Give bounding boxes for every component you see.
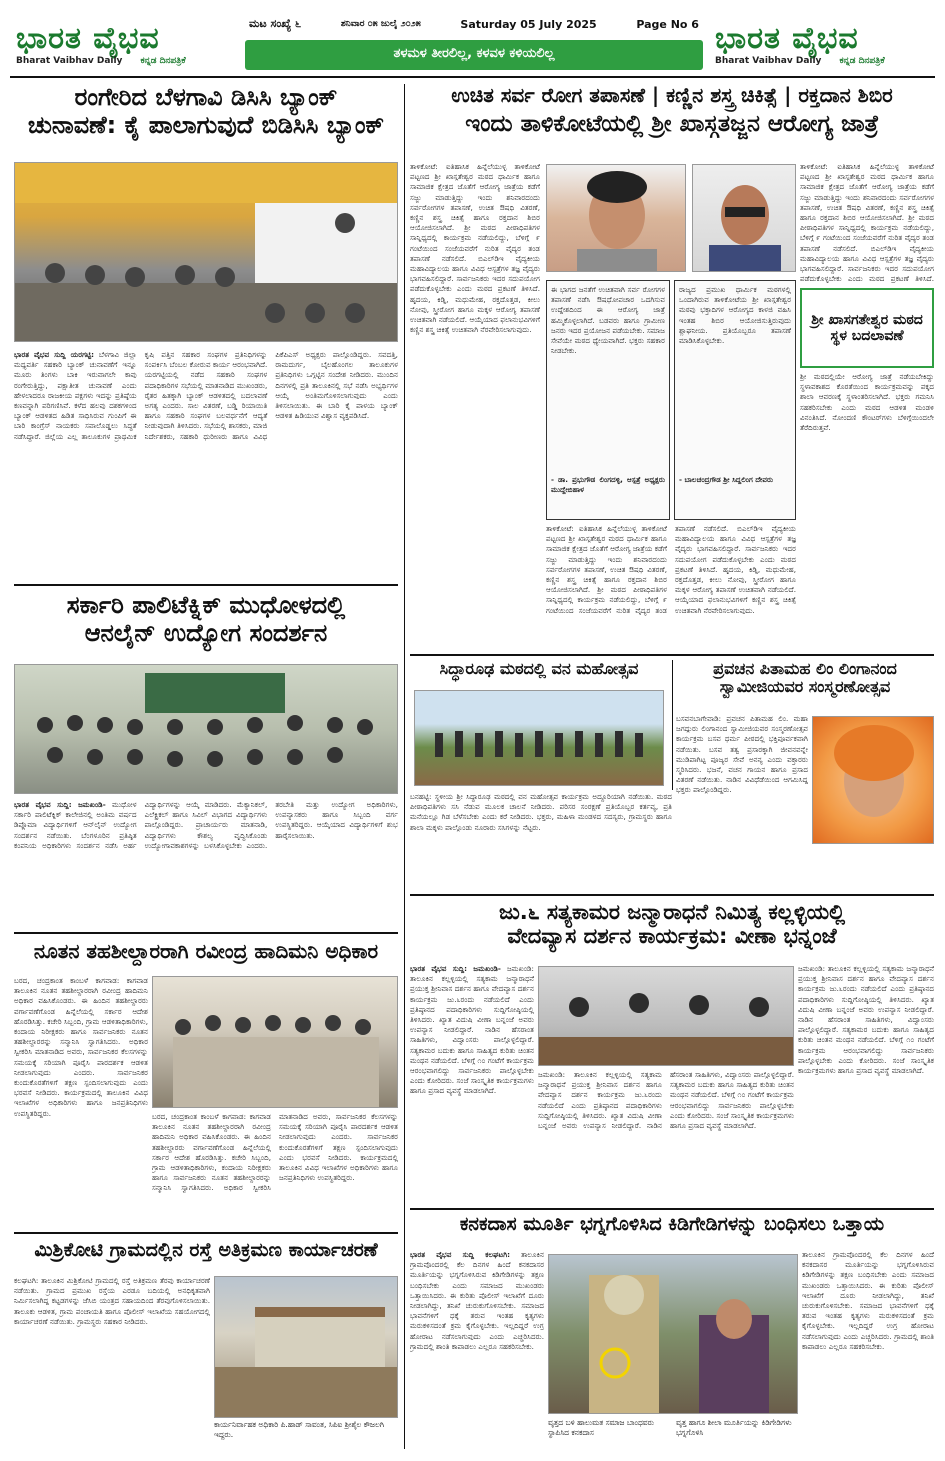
- bank-body: ಭಾರತ ವೈಭವ ಸುದ್ದಿ ಯರಗಟ್ಟಿ: ಬೆಳಗಾವಿ ಜಿಲ್ಲಾ ಮಧ್ಯವರ್ತಿ ಸಹಕಾರಿ ಬ್ಯಾಂಕ್ ಚುನಾವಣೆಗೆ ಇನ್ನೂ ಮೂರು ತಿಂಗಳು ಬಾಕಿ ಇರುವಾಗಲೇ ಕಾವು ರಂಗೇರುತ್ತಿದ್ದು, ಪಕ್ಷಾತೀತ ಚುನಾವಣೆ ಎಂದು ಹೇಳಲಾದರೂ ರಾಜಕೀಯ ಪಕ್ಷಗಳು ಇದನ್ನು ಪ್ರತಿಷ್ಠೆಯ ಕಣವನ್ನಾಗಿ ಪರಿಗಣಿಸಿವೆ. ಕಳೆದ ಹಲವು ದಶಕಗಳಿಂದ ಬ್ಯಾಂಕ್ ಆಡಳಿತದ ಹಿಡಿತ ಸಾಧಿಸಿರುವ ಗುಂಪಿಗೆ ಈ ಬಾರಿ ಕಾಂಗ್ರೆಸ್ ನಾಯಕರು ಸವಾಲೊಡ್ಡಲು ಸಿದ್ಧತೆ ನಡೆಸಿದ್ದಾರೆ. ಜಿಲ್ಲೆಯ ಎಲ್ಲ ತಾಲೂಕುಗಳ ಪ್ರಾಥಮಿಕ ಕೃಷಿ ಪತ್ತಿನ ಸಹಕಾರ ಸಂಘಗಳ ಪ್ರತಿನಿಧಿಗಳನ್ನು ಸಂಪರ್ಕಿಸಿ ಬೆಂಬಲ ಕೋರುವ ಕಾರ್ಯ ಆರಂಭವಾಗಿದೆ. ಯರಗಟ್ಟಿಯಲ್ಲಿ ನಡೆದ ಸಹಕಾರಿ ಸಂಘಗಳ ಪದಾಧಿಕಾರಿಗಳ ಸಭೆಯಲ್ಲಿ ಮಾತನಾಡಿದ ಮುಖಂಡರು, ರೈತರ ಹಿತಕ್ಕಾಗಿ ಬ್ಯಾಂಕ್ ಆಡಳಿತದಲ್ಲಿ ಬದಲಾವಣೆ ಅಗತ್ಯ ಎಂದರು. ಸಾಲ ವಿತರಣೆ, ಬಡ್ಡಿ ರಿಯಾಯಿತಿ ಹಾಗೂ ಸಹಕಾರಿ ಸಂಘಗಳ ಬಲವರ್ಧನೆಗೆ ಆದ್ಯತೆ ನೀಡುವುದಾಗಿ ತಿಳಿಸಿದರು. ಸಭೆಯಲ್ಲಿ ಶಾಸಕರು, ಮಾಜಿ ನಿರ್ದೇಶಕರು, ಸಹಕಾರಿ ಧುರೀಣರು ಹಾಗೂ ವಿವಿಧ ಪಿಕೆಪಿಎಸ್ ಅಧ್ಯಕ್ಷರು ಪಾಲ್ಗೊಂಡಿದ್ದರು. ಸವದತ್ತಿ, ರಾಮದುರ್ಗ, ಬೈಲಹೊಂಗಲ ತಾಲೂಕುಗಳ ಪ್ರತಿನಿಧಿಗಳು ಒಗ್ಗಟ್ಟಿನ ಸಂದೇಶ ನೀಡಿದರು. ಮುಂದಿನ ದಿನಗಳಲ್ಲಿ ಪ್ರತಿ ತಾಲೂಕಿನಲ್ಲಿ ಸಭೆ ನಡೆಸಿ ಅಭ್ಯರ್ಥಿಗಳ ಆಯ್ಕೆ ಅಂತಿಮಗೊಳಿಸಲಾಗುವುದು ಎಂದು ತಿಳಿಸಲಾಯಿತು. ಈ ಬಾರಿ ಕೈ ಪಾಳಯ ಬ್ಯಾಂಕ್ ಆಡಳಿತ ಹಿಡಿಯುವ ವಿಶ್ವಾಸ ವ್ಯಕ್ತಪಡಿಸಿದೆ.: [14, 350, 398, 441]
- rule: [410, 894, 934, 896]
- masthead-rule: [10, 76, 935, 78]
- satyakama-body-2: ಜಮಖಂಡಿ: ತಾಲೂಕಿನ ಕಲ್ಲಳ್ಳಿಯಲ್ಲಿ ಸತ್ಯಕಾಮ ಜನ್ಮಾರಾಧನೆ ಪ್ರಯುಕ್ತ ಶ್ರೀನಿವಾಸ ದರ್ಶನ ಹಾಗೂ ವೇದವ್ಯಾಸ ದರ್ಶನ ಕಾರ್ಯಕ್ರಮ ಜು.೬ರಂದು ನಡೆಯಲಿದೆ ಎಂದು ಪ್ರತಿಷ್ಠಾನದ ಪದಾಧಿಕಾರಿಗಳು ಸುದ್ದಿಗೋಷ್ಠಿಯಲ್ಲಿ ತಿಳಿಸಿದರು. ಖ್ಯಾತ ವಿದುಷಿ ವೀಣಾ ಬನ್ನಂಜೆ ಅವರು ಉಪನ್ಯಾಸ ನೀಡಲಿದ್ದಾರೆ. ನಾಡಿನ ಹೆಸರಾಂತ ಸಾಹಿತಿಗಳು, ವಿದ್ವಾಂಸರು ಪಾಲ್ಗೊಳ್ಳಲಿದ್ದಾರೆ. ಸತ್ಯಕಾಮರ ಬದುಕು ಹಾಗೂ ಸಾಹಿತ್ಯದ ಕುರಿತು ಚಿಂತನ ಮಂಥನ ನಡೆಯಲಿದೆ. ಬೆಳಿಗ್ಗೆ ೧೦ ಗಂಟೆಗೆ ಕಾರ್ಯಕ್ರಮ ಆರಂಭವಾಗಲಿದ್ದು ಸಾರ್ವಜನಿಕರು ಪಾಲ್ಗೊಳ್ಳಬೇಕು ಎಂದು ಕೋರಿದರು. ಸಂಜೆ ಸಾಂಸ್ಕೃತಿಕ ಕಾರ್ಯಕ್ರಮಗಳು ಹಾಗೂ ಪ್ರಸಾದ ವ್ಯವಸ್ಥೆ ಮಾಡಲಾಗಿದೆ.: [538, 1070, 794, 1131]
- satyakama-body: ಭಾರತ ವೈಭವ ಸುದ್ದಿ: ಜಮಖಂಡಿ- ಜಮಖಂಡಿ: ತಾಲೂಕಿನ ಕಲ್ಲಳ್ಳಿಯಲ್ಲಿ ಸತ್ಯಕಾಮ ಜನ್ಮಾರಾಧನೆ ಪ್ರಯುಕ್ತ ಶ್ರೀನಿವಾಸ ದರ್ಶನ ಹಾಗೂ ವೇದವ್ಯಾಸ ದರ್ಶನ ಕಾರ್ಯಕ್ರಮ ಜು.೬ರಂದು ನಡೆಯಲಿದೆ ಎಂದು ಪ್ರತಿಷ್ಠಾನದ ಪದಾಧಿಕಾರಿಗಳು ಸುದ್ದಿಗೋಷ್ಠಿಯಲ್ಲಿ ತಿಳಿಸಿದರು. ಖ್ಯಾತ ವಿದುಷಿ ವೀಣಾ ಬನ್ನಂಜೆ ಅವರು ಉಪನ್ಯಾಸ ನೀಡಲಿದ್ದಾರೆ. ನಾಡಿನ ಹೆಸರಾಂತ ಸಾಹಿತಿಗಳು, ವಿದ್ವಾಂಸರು ಪಾಲ್ಗೊಳ್ಳಲಿದ್ದಾರೆ. ಸತ್ಯಕಾಮರ ಬದುಕು ಹಾಗೂ ಸಾಹಿತ್ಯದ ಕುರಿತು ಚಿಂತನ ಮಂಥನ ನಡೆಯಲಿದೆ. ಬೆಳಿಗ್ಗೆ ೧೦ ಗಂಟೆಗೆ ಕಾರ್ಯಕ್ರಮ ಆರಂಭವಾಗಲಿದ್ದು ಸಾರ್ವಜನಿಕರು ಪಾಲ್ಗೊಳ್ಳಬೇಕು ಎಂದು ಕೋರಿದರು. ಸಂಜೆ ಸಾಂಸ್ಕೃತಿಕ ಕಾರ್ಯಕ್ರಮಗಳು ಹಾಗೂ ಪ್ರಸಾದ ವ್ಯವಸ್ಥೆ ಮಾಡಲಾಗಿದೆ.: [410, 964, 534, 1096]
- masthead-sub-en-right: Bharat Vaibhav Daily: [715, 56, 822, 66]
- polytechnic-headline: ಸರ್ಕಾರಿ ಪಾಲಿಟೆಕ್ನಿಕ್ ಮುಧೋಳದಲ್ಲಿ ಆನಲೈನ್ ಉದ್ಯೋಗ ಸಂದರ್ಶನ: [66, 592, 346, 647]
- masthead-sub-kn-right: ಕನ್ನಡ ದಿನಪತ್ರಿಕೆ: [839, 56, 885, 66]
- masthead-sub-en: Bharat Vaibhav Daily: [16, 56, 123, 66]
- health-body-right: ತಾಳಿಕೋಟೆ: ಐತಿಹಾಸಿಕ ಹಿನ್ನೆಲೆಯುಳ್ಳ ತಾಳಿಕೋಟೆ ಪಟ್ಟಣದ ಶ್ರೀ ಖಾಸ್ಗತೇಶ್ವರ ಮಠದ ಧಾರ್ಮಿಕ ಹಾಗೂ ಸಾಮಾಜಿಕ ಕ್ಷೇತ್ರದ ಜೊತೆಗೆ ಆರೋಗ್ಯ ಜಾತ್ರೆಯ ಕಡೆಗೆ ಸಜ್ಜು ಮಾಡುತ್ತಿದ್ದು ಇಂದು ಶನಿವಾರದಂದು ಸರ್ವರೋಗಗಳ ತಪಾಸಣೆ, ಉಚಿತ ಔಷಧಿ ವಿತರಣೆ, ಕಣ್ಣಿನ ಶಸ್ತ್ರ ಚಿಕಿತ್ಸೆ ಹಾಗೂ ರಕ್ತದಾನ ಶಿಬಿರ ಆಯೋಜಿಸಲಾಗಿದೆ. ಶ್ರೀ ಮಠದ ಪೀಠಾಧಿಪತಿಗಳ ಸಾನ್ನಿಧ್ಯದಲ್ಲಿ ಕಾರ್ಯಕ್ರಮ ನಡೆಯಲಿದ್ದು, ಬೆಳಿಗ್ಗೆ ೯ ಗಂಟೆಯಿಂದ ಸಂಜೆಯವರೆಗೆ ನುರಿತ ವೈದ್ಯರ ತಂಡ ತಪಾಸಣೆ ನಡೆಸಲಿದೆ. ಬಿಎಲ್‌ಡಿಇ ವೈದ್ಯಕೀಯ ಮಹಾವಿದ್ಯಾಲಯ ಹಾಗೂ ವಿವಿಧ ಆಸ್ಪತ್ರೆಗಳ ತಜ್ಞ ವೈದ್ಯರು ಭಾಗವಹಿಸಲಿದ್ದಾರೆ. ಸಾರ್ವಜನಿಕರು ಇದರ ಸದುಪಯೋಗ ಪಡೆದುಕೊಳ್ಳಬೇಕು ಎಂದು ಮಠದ ಪ್ರಕಟಣೆ ತಿಳಿಸಿದೆ.: [800, 162, 934, 284]
- volume-number: ಮಟ ಸಂಖ್ಯೆ ೬: [249, 17, 302, 30]
- health-body-bottom: ತಾಳಿಕೋಟೆ: ಐತಿಹಾಸಿಕ ಹಿನ್ನೆಲೆಯುಳ್ಳ ತಾಳಿಕೋಟೆ ಪಟ್ಟಣದ ಶ್ರೀ ಖಾಸ್ಗತೇಶ್ವರ ಮಠದ ಧಾರ್ಮಿಕ ಹಾಗೂ ಸಾಮಾಜಿಕ ಕ್ಷೇತ್ರದ ಜೊತೆಗೆ ಆರೋಗ್ಯ ಜಾತ್ರೆಯ ಕಡೆಗೆ ಸಜ್ಜು ಮಾಡುತ್ತಿದ್ದು ಇಂದು ಶನಿವಾರದಂದು ಸರ್ವರೋಗಗಳ ತಪಾಸಣೆ, ಉಚಿತ ಔಷಧಿ ವಿತರಣೆ, ಕಣ್ಣಿನ ಶಸ್ತ್ರ ಚಿಕಿತ್ಸೆ ಹಾಗೂ ರಕ್ತದಾನ ಶಿಬಿರ ಆಯೋಜಿಸಲಾಗಿದೆ. ಶ್ರೀ ಮಠದ ಪೀಠಾಧಿಪತಿಗಳ ಸಾನ್ನಿಧ್ಯದಲ್ಲಿ ಕಾರ್ಯಕ್ರಮ ನಡೆಯಲಿದ್ದು, ಬೆಳಿಗ್ಗೆ ೯ ಗಂಟೆಯಿಂದ ಸಂಜೆಯವರೆಗೆ ನುರಿತ ವೈದ್ಯರ ತಂಡ ತಪಾಸಣೆ ನಡೆಸಲಿದೆ. ಬಿಎಲ್‌ಡಿಇ ವೈದ್ಯಕೀಯ ಮಹಾವಿದ್ಯಾಲಯ ಹಾಗೂ ವಿವಿಧ ಆಸ್ಪತ್ರೆಗಳ ತಜ್ಞ ವೈದ್ಯರು ಭಾಗವಹಿಸಲಿದ್ದಾರೆ. ಸಾರ್ವಜನಿಕರು ಇದರ ಸದುಪಯೋಗ ಪಡೆದುಕೊಳ್ಳಬೇಕು ಎಂದು ಮಠದ ಪ್ರಕಟಣೆ ತಿಳಿಸಿದೆ. ಹೃದಯ, ಕಿಡ್ನಿ, ಮಧುಮೇಹ, ರಕ್ತದೊತ್ತಡ, ಕೀಲು ನೋವು, ಸ್ತ್ರೀರೋಗ ಹಾಗೂ ಮಕ್ಕಳ ಆರೋಗ್ಯ ತಪಾಸಣೆ ಉಚಿತವಾಗಿ ನಡೆಯಲಿದೆ. ಆಯ್ಕೆಯಾದ ಫಲಾನುಭವಿಗಳಿಗೆ ಕಣ್ಣಿನ ಶಸ್ತ್ರ ಚಿಕಿತ್ಸೆ ಉಚಿತವಾಗಿ ನೆರವೇರಿಸಲಾಗುವುದು.: [546, 524, 796, 615]
- rule: [410, 654, 934, 656]
- masthead-left: [16, 22, 231, 68]
- road-photo-caption: ಕಾರ್ಯನಿರ್ವಾಹಕ ಅಧಿಕಾರಿ ಪಿ.ಹಾಡ್ ಸಾವಂತ, ಸಿಪಿಐ ಶ್ರೀಶೈಲ ಕೌಜಲಗಿ ಇದ್ದರು.: [214, 1420, 384, 1439]
- siddharooda-headline: ಸಿದ್ಧಾರೂಢ ಮಠದಲ್ಲಿ ವನ ಮಹೋತ್ಸವ: [439, 660, 639, 678]
- rule: [14, 584, 398, 586]
- road-headline: ಮಿಶ್ರಿಕೋಟಿ ಗ್ರಾಮದಲ್ಲಿನ ರಸ್ತೆ ಅತಿಕ್ರಮಣ ಕಾರ್ಯಾಚರಣೆ: [34, 1240, 378, 1261]
- satyakama-body-3: ಜಮಖಂಡಿ: ತಾಲೂಕಿನ ಕಲ್ಲಳ್ಳಿಯಲ್ಲಿ ಸತ್ಯಕಾಮ ಜನ್ಮಾರಾಧನೆ ಪ್ರಯುಕ್ತ ಶ್ರೀನಿವಾಸ ದರ್ಶನ ಹಾಗೂ ವೇದವ್ಯಾಸ ದರ್ಶನ ಕಾರ್ಯಕ್ರಮ ಜು.೬ರಂದು ನಡೆಯಲಿದೆ ಎಂದು ಪ್ರತಿಷ್ಠಾನದ ಪದಾಧಿಕಾರಿಗಳು ಸುದ್ದಿಗೋಷ್ಠಿಯಲ್ಲಿ ತಿಳಿಸಿದರು. ಖ್ಯಾತ ವಿದುಷಿ ವೀಣಾ ಬನ್ನಂಜೆ ಅವರು ಉಪನ್ಯಾಸ ನೀಡಲಿದ್ದಾರೆ. ನಾಡಿನ ಹೆಸರಾಂತ ಸಾಹಿತಿಗಳು, ವಿದ್ವಾಂಸರು ಪಾಲ್ಗೊಳ್ಳಲಿದ್ದಾರೆ. ಸತ್ಯಕಾಮರ ಬದುಕು ಹಾಗೂ ಸಾಹಿತ್ಯದ ಕುರಿತು ಚಿಂತನ ಮಂಥನ ನಡೆಯಲಿದೆ. ಬೆಳಿಗ್ಗೆ ೧೦ ಗಂಟೆಗೆ ಕಾರ್ಯಕ್ರಮ ಆರಂಭವಾಗಲಿದ್ದು ಸಾರ್ವಜನಿಕರು ಪಾಲ್ಗೊಳ್ಳಬೇಕು ಎಂದು ಕೋರಿದರು. ಸಂಜೆ ಸಾಂಸ್ಕೃತಿಕ ಕಾರ್ಯಕ್ರಮಗಳು ಹಾಗೂ ಪ್ರಸಾದ ವ್ಯವಸ್ಥೆ ಮಾಡಲಾಗಿದೆ.: [798, 964, 934, 1076]
- health-portrait-1: [546, 164, 686, 272]
- health-body: ತಾಳಿಕೋಟೆ: ಐತಿಹಾಸಿಕ ಹಿನ್ನೆಲೆಯುಳ್ಳ ತಾಳಿಕೋಟೆ ಪಟ್ಟಣದ ಶ್ರೀ ಖಾಸ್ಗತೇಶ್ವರ ಮಠದ ಧಾರ್ಮಿಕ ಹಾಗೂ ಸಾಮಾಜಿಕ ಕ್ಷೇತ್ರದ ಜೊತೆಗೆ ಆರೋಗ್ಯ ಜಾತ್ರೆಯ ಕಡೆಗೆ ಸಜ್ಜು ಮಾಡುತ್ತಿದ್ದು ಇಂದು ಶನಿವಾರದಂದು ಸರ್ವರೋಗಗಳ ತಪಾಸಣೆ, ಉಚಿತ ಔಷಧಿ ವಿತರಣೆ, ಕಣ್ಣಿನ ಶಸ್ತ್ರ ಚಿಕಿತ್ಸೆ ಹಾಗೂ ರಕ್ತದಾನ ಶಿಬಿರ ಆಯೋಜಿಸಲಾಗಿದೆ. ಶ್ರೀ ಮಠದ ಪೀಠಾಧಿಪತಿಗಳ ಸಾನ್ನಿಧ್ಯದಲ್ಲಿ ಕಾರ್ಯಕ್ರಮ ನಡೆಯಲಿದ್ದು, ಬೆಳಿಗ್ಗೆ ೯ ಗಂಟೆಯಿಂದ ಸಂಜೆಯವರೆಗೆ ನುರಿತ ವೈದ್ಯರ ತಂಡ ತಪಾಸಣೆ ನಡೆಸಲಿದೆ. ಬಿಎಲ್‌ಡಿಇ ವೈದ್ಯಕೀಯ ಮಹಾವಿದ್ಯಾಲಯ ಹಾಗೂ ವಿವಿಧ ಆಸ್ಪತ್ರೆಗಳ ತಜ್ಞ ವೈದ್ಯರು ಭಾಗವಹಿಸಲಿದ್ದಾರೆ. ಸಾರ್ವಜನಿಕರು ಇದರ ಸದುಪಯೋಗ ಪಡೆದುಕೊಳ್ಳಬೇಕು ಎಂದು ಮಠದ ಪ್ರಕಟಣೆ ತಿಳಿಸಿದೆ. ಹೃದಯ, ಕಿಡ್ನಿ, ಮಧುಮೇಹ, ರಕ್ತದೊತ್ತಡ, ಕೀಲು ನೋವು, ಸ್ತ್ರೀರೋಗ ಹಾಗೂ ಮಕ್ಕಳ ಆರೋಗ್ಯ ತಪಾಸಣೆ ಉಚಿತವಾಗಿ ನಡೆಯಲಿದೆ. ಆಯ್ಕೆಯಾದ ಫಲಾನುಭವಿಗಳಿಗೆ ಕಣ್ಣಿನ ಶಸ್ತ್ರ ಚಿಕಿತ್ಸೆ ಉಚಿತವಾಗಿ ನೆರವೇರಿಸಲಾಗುವುದು.: [410, 162, 540, 335]
- satyakama-byline: ಭಾರತ ವೈಭವ ಸುದ್ದಿ: ಜಮಖಂಡಿ-: [410, 964, 501, 973]
- polytechnic-group-photo: [14, 664, 398, 794]
- column-divider: [404, 84, 405, 1449]
- kanakadasa-body-2: ತಾಲೂಕಿನ ಗ್ರಾಮವೊಂದರಲ್ಲಿ ಕೆಲ ದಿನಗಳ ಹಿಂದೆ ಕನಕದಾಸರ ಮೂರ್ತಿಯನ್ನು ಭಗ್ನಗೊಳಿಸಿರುವ ಕಿಡಿಗೇಡಿಗಳನ್ನು ತಕ್ಷಣ ಬಂಧಿಸಬೇಕು ಎಂದು ಸಮಾಜದ ಮುಖಂಡರು ಒತ್ತಾಯಿಸಿದರು. ಈ ಕುರಿತು ಪೊಲೀಸ್ ಇಲಾಖೆಗೆ ದೂರು ನೀಡಲಾಗಿದ್ದು, ತನಿಖೆ ಚುರುಕುಗೊಳಿಸಬೇಕು. ಸಮಾಜದ ಭಾವನೆಗಳಿಗೆ ಧಕ್ಕೆ ತರುವ ಇಂತಹ ಕೃತ್ಯಗಳು ಮರುಕಳಿಸದಂತೆ ಕ್ರಮ ಕೈಗೊಳ್ಳಬೇಕು. ಇಲ್ಲದಿದ್ದರೆ ಉಗ್ರ ಹೋರಾಟ ನಡೆಸಲಾಗುವುದು ಎಂದು ಎಚ್ಚರಿಸಿದರು. ಗ್ರಾಮದಲ್ಲಿ ಶಾಂತಿ ಕಾಪಾಡಲು ಎಲ್ಲರೂ ಸಹಕರಿಸಬೇಕು.: [802, 1250, 934, 1351]
- slogan-band: ತಳಮಳ ತೀರಲಿಲ್ಲ, ಕಳವಳ ಕಳಿಯಲಿಲ್ಲ: [245, 40, 703, 70]
- rule: [410, 1208, 934, 1210]
- kanakadasa-byline: ಭಾರತ ವೈಭವ ಸುದ್ದಿ ಕಲಘಟಗಿ:: [410, 1250, 511, 1259]
- mutt-relocation-box: ಶ್ರೀ ಖಾಸಗತೇಶ್ವರ ಮಠದ ಸ್ಥಳ ಬದಲಾವಣೆ: [800, 288, 934, 368]
- mutt-relocation-body: ಶ್ರೀ ಮಠದಲ್ಲಿಯೇ ಆರೋಗ್ಯ ಜಾತ್ರೆ ನಡೆಯಬೇಕಿದ್ದು ಸ್ಥಳಾವಕಾಶದ ಕೊರತೆಯಿಂದ ಕಾರ್ಯಕ್ರಮವನ್ನು ಪಕ್ಕದ ಶಾಲಾ ಆವರಣಕ್ಕೆ ಸ್ಥಳಾಂತರಿಸಲಾಗಿದೆ. ಭಕ್ತರು ಗಮನಿಸಿ ಸಹಕರಿಸಬೇಕು ಎಂದು ಮಠದ ಆಡಳಿತ ಮಂಡಳಿ ವಿನಂತಿಸಿದೆ. ನೋಂದಣಿ ಕೌಂಟರ್‌ಗಳು ಬೆಳಿಗ್ಗೆಯಿಂದಲೇ ತೆರೆದಿರುತ್ತವೆ.: [800, 372, 934, 433]
- satyakama-press-photo: [538, 966, 794, 1066]
- health-quote-box-1: ಈ ಭಾಗದ ಜನತೆಗೆ ಉಚಿತವಾಗಿ ಸರ್ವ ರೋಗಗಳ ತಪಾಸಣೆ ನಡೆಸಿ ಔಷಧೋಪಚಾರ ಒದಗಿಸುವ ಉದ್ದೇಶದಿಂದ ಈ ಆರೋಗ್ಯ ಜಾತ್ರೆ ಹಮ್ಮಿಕೊಳ್ಳಲಾಗಿದೆ. ಬಡವರು ಹಾಗೂ ಗ್ರಾಮೀಣ ಜನರು ಇದರ ಪ್ರಯೋಜನ ಪಡೆಯಬೇಕು. ಸಮಾಜ ಸೇವೆಯೇ ಮಠದ ಧ್ಯೇಯವಾಗಿದೆ. ಭಕ್ತರು ಸಹಕಾರ ನೀಡಬೇಕು. - ಡಾ. ಪ್ರಭುಗೌಡ ಲಿಂಗದಳ್ಳಿ, ಆಸ್ಪತ್ರೆ ಅಧ್ಯಕ್ಷರು ಮುದ್ದೇಬಿಹಾಳ: [546, 280, 670, 520]
- siddharooda-photo: [414, 690, 664, 786]
- kanakadasa-body: ಭಾರತ ವೈಭವ ಸುದ್ದಿ ಕಲಘಟಗಿ: ತಾಲೂಕಿನ ಗ್ರಾಮವೊಂದರಲ್ಲಿ ಕೆಲ ದಿನಗಳ ಹಿಂದೆ ಕನಕದಾಸರ ಮೂರ್ತಿಯನ್ನು ಭಗ್ನಗೊಳಿಸಿರುವ ಕಿಡಿಗೇಡಿಗಳನ್ನು ತಕ್ಷಣ ಬಂಧಿಸಬೇಕು ಎಂದು ಸಮಾಜದ ಮುಖಂಡರು ಒತ್ತಾಯಿಸಿದರು. ಈ ಕುರಿತು ಪೊಲೀಸ್ ಇಲಾಖೆಗೆ ದೂರು ನೀಡಲಾಗಿದ್ದು, ತನಿಖೆ ಚುರುಕುಗೊಳಿಸಬೇಕು. ಸಮಾಜದ ಭಾವನೆಗಳಿಗೆ ಧಕ್ಕೆ ತರುವ ಇಂತಹ ಕೃತ್ಯಗಳು ಮರುಕಳಿಸದಂತೆ ಕ್ರಮ ಕೈಗೊಳ್ಳಬೇಕು. ಇಲ್ಲದಿದ್ದರೆ ಉಗ್ರ ಹೋರಾಟ ನಡೆಸಲಾಗುವುದು ಎಂದು ಎಚ್ಚರಿಸಿದರು. ಗ್ರಾಮದಲ್ಲಿ ಶಾಂತಿ ಕಾಪಾಡಲು ಎಲ್ಲರೂ ಸಹಕರಿಸಬೇಕು.: [410, 1250, 544, 1351]
- bank-meeting-photo: [14, 162, 398, 342]
- health-quote-box-2: ರಾಜ್ಯದ ಪ್ರಮುಖ ಧಾರ್ಮಿಕ ಮಠಗಳಲ್ಲಿ ಒಂದಾಗಿರುವ ತಾಳಿಕೋಟೆಯ ಶ್ರೀ ಖಾಸ್ಗತೇಶ್ವರ ಮಠವು ಭಕ್ತಾದಿಗಳ ಆರೋಗ್ಯದ ಕಾಳಜಿ ವಹಿಸಿ ಇಂತಹ ಶಿಬಿರ ಆಯೋಜಿಸುತ್ತಿರುವುದು ಶ್ಲಾಘನೀಯ. ಪ್ರತಿಯೊಬ್ಬರೂ ತಪಾಸಣೆ ಮಾಡಿಸಿಕೊಳ್ಳಬೇಕು. - ಬಾಲಚಂದ್ರಗೌಡ ಶ್ರೀ ಸಿದ್ದಲಿಂಗ ದೇವರು: [674, 280, 796, 520]
- english-date: Saturday 05 July 2025: [460, 17, 597, 31]
- masthead-title: ಭಾರತ ವೈಭವ: [16, 22, 160, 56]
- road-body: ಕಲಘಟಗಿ: ತಾಲೂಕಿನ ಮಿಶ್ರಿಕೋಟಿ ಗ್ರಾಮದಲ್ಲಿ ರಸ್ತೆ ಅತಿಕ್ರಮಣ ತೆರವು ಕಾರ್ಯಾಚರಣೆ ನಡೆಯಿತು. ಗ್ರಾಮದ ಪ್ರಮುಖ ರಸ್ತೆಯ ಎರಡೂ ಬದಿಯಲ್ಲಿ ಅನಧಿಕೃತವಾಗಿ ನಿರ್ಮಿಸಲಾಗಿದ್ದ ಕಟ್ಟಡಗಳನ್ನು ಜೆಸಿಬಿ ಯಂತ್ರದ ಸಹಾಯದಿಂದ ತೆರವುಗೊಳಿಸಲಾಯಿತು. ತಾಲೂಕು ಆಡಳಿತ, ಗ್ರಾಮ ಪಂಚಾಯತಿ ಹಾಗೂ ಪೊಲೀಸ್ ಇಲಾಖೆಯ ಸಹಯೋಗದಲ್ಲಿ ಕಾರ್ಯಾಚರಣೆ ನಡೆಯಿತು. ಗ್ರಾಮಸ್ಥರು ಸಹಕಾರ ನೀಡಿದರು.: [14, 1276, 210, 1326]
- tahsildar-body-cont: ಬರದ, ಚಂದ್ರಕಾಂತ ಕಾಂಬಳೆ ಕಾಗವಾಡ: ಕಾಗವಾಡ ತಾಲೂಕಿನ ನೂತನ ತಹಶೀಲ್ದಾರರಾಗಿ ರವೀಂದ್ರ ಹಾದಿಮನಿ ಅಧಿಕಾರ ವಹಿಸಿಕೊಂಡರು. ಈ ಹಿಂದಿನ ತಹಶೀಲ್ದಾರರು ವರ್ಗಾವಣೆಗೊಂಡ ಹಿನ್ನೆಲೆಯಲ್ಲಿ ಸರ್ಕಾರ ಆದೇಶ ಹೊರಡಿಸಿತ್ತು. ಕಚೇರಿ ಸಿಬ್ಬಂದಿ, ಗ್ರಾಮ ಆಡಳಿತಾಧಿಕಾರಿಗಳು, ಕಂದಾಯ ನಿರೀಕ್ಷಕರು ಹಾಗೂ ಸಾರ್ವಜನಿಕರು ನೂತನ ತಹಶೀಲ್ದಾರರನ್ನು ಸನ್ಮಾನಿಸಿ ಸ್ವಾಗತಿಸಿದರು. ಅಧಿಕಾರ ಸ್ವೀಕರಿಸಿ ಮಾತನಾಡಿದ ಅವರು, ಸಾರ್ವಜನಿಕರ ಕೆಲಸಗಳನ್ನು ಸಮಯಕ್ಕೆ ಸರಿಯಾಗಿ ಪೂರೈಸಿ ಪಾರದರ್ಶಕ ಆಡಳಿತ ನೀಡಲಾಗುವುದು ಎಂದರು. ಸಾರ್ವಜನಿಕರ ಕುಂದುಕೊರತೆಗಳಿಗೆ ತಕ್ಷಣ ಸ್ಪಂದಿಸಲಾಗುವುದು ಎಂದು ಭರವಸೆ ನೀಡಿದರು. ಕಾರ್ಯಕ್ರಮದಲ್ಲಿ ತಾಲೂಕಿನ ವಿವಿಧ ಇಲಾಖೆಗಳ ಅಧಿಕಾರಿಗಳು ಹಾಗೂ ಜನಪ್ರತಿನಿಧಿಗಳು ಉಪಸ್ಥಿತರಿದ್ದರು.: [152, 1112, 398, 1193]
- photo-placeholder-icon: [15, 163, 398, 342]
- bank-headline: ರಂಗೇರಿದ ಬೆಳಗಾವಿ ಡಿಸಿಸಿ ಬ್ಯಾಂಕ್ ಚುನಾವಣೆ: ಕೈ ಪಾಲಾಗುವುದೆ ಬಿಡಿಸಿಸಿ ಬ್ಯಾಂಕ್: [27, 84, 385, 139]
- masthead-sub-kn: ಕನ್ನಡ ದಿನಪತ್ರಿಕೆ: [140, 56, 186, 66]
- masthead-right: [715, 22, 930, 68]
- page-number: Page No 6: [636, 17, 699, 31]
- masthead-title-right: ಭಾರತ ವೈಭವ: [715, 22, 859, 56]
- kannada-date: ಶನಿವಾರ ೦೫ ಜುಲೈ ೨೦೨೫: [340, 19, 421, 29]
- bank-byline: ಭಾರತ ವೈಭವ ಸುದ್ದಿ ಯರಗಟ್ಟಿ:: [14, 350, 95, 359]
- polytechnic-body: ಭಾರತ ವೈಭವ ಸುದ್ದಿ: ಜಮಖಂಡಿ- ಮುಧೋಳ ಸರ್ಕಾರಿ ಪಾಲಿಟೆಕ್ನಿಕ್ ಕಾಲೇಜಿನಲ್ಲಿ ಅಂತಿಮ ವರ್ಷದ ಡಿಪ್ಲೊಮಾ ವಿದ್ಯಾರ್ಥಿಗಳಿಗೆ ಆನ್‌ಲೈನ್ ಉದ್ಯೋಗ ಸಂದರ್ಶನ ನಡೆಯಿತು. ಬೆಂಗಳೂರಿನ ಪ್ರತಿಷ್ಠಿತ ಕಂಪನಿಯ ಅಧಿಕಾರಿಗಳು ಸಂದರ್ಶನ ನಡೆಸಿ ಅರ್ಹ ವಿದ್ಯಾರ್ಥಿಗಳನ್ನು ಆಯ್ಕೆ ಮಾಡಿದರು. ಮೆಕ್ಯಾನಿಕಲ್, ಎಲೆಕ್ಟ್ರಿಕಲ್ ಹಾಗೂ ಸಿವಿಲ್ ವಿಭಾಗದ ವಿದ್ಯಾರ್ಥಿಗಳು ಪಾಲ್ಗೊಂಡಿದ್ದರು. ಪ್ರಾಚಾರ್ಯರು ಮಾತನಾಡಿ, ವಿದ್ಯಾರ್ಥಿಗಳು ಕೌಶಲ್ಯ ವೃದ್ಧಿಸಿಕೊಂಡು ಉದ್ಯೋಗಾವಕಾಶಗಳನ್ನು ಬಳಸಿಕೊಳ್ಳಬೇಕು ಎಂದರು. ತರಬೇತಿ ಮತ್ತು ಉದ್ಯೋಗ ಅಧಿಕಾರಿಗಳು, ಉಪನ್ಯಾಸಕರು ಹಾಗೂ ಸಿಬ್ಬಂದಿ ವರ್ಗ ಉಪಸ್ಥಿತರಿದ್ದರು. ಆಯ್ಕೆಯಾದ ವಿದ್ಯಾರ್ಥಿಗಳಿಗೆ ಶುಭ ಹಾರೈಸಲಾಯಿತು.: [14, 800, 398, 850]
- health-portrait-2: [692, 164, 796, 272]
- lingananda-portrait: [812, 716, 934, 844]
- lingananda-headline: ಪ್ರವಚನ ಪಿತಾಮಹ ಲಿಂ ಲಿಂಗಾನಂದ ಸ್ವಾಮೀಜಿಯವರ ಸಂಸ್ಮರಣೋತ್ಸವ: [713, 660, 897, 697]
- siddharooda-body: ಬನಹಟ್ಟಿ: ಸ್ಥಳೀಯ ಶ್ರೀ ಸಿದ್ಧಾರೂಢ ಮಠದಲ್ಲಿ ವನ ಮಹೋತ್ಸವ ಕಾರ್ಯಕ್ರಮ ಅದ್ದೂರಿಯಾಗಿ ನಡೆಯಿತು. ಮಠದ ಪೀಠಾಧಿಪತಿಗಳು ಸಸಿ ನೆಡುವ ಮೂಲಕ ಚಾಲನೆ ನೀಡಿದರು. ಪರಿಸರ ಸಂರಕ್ಷಣೆ ಪ್ರತಿಯೊಬ್ಬರ ಕರ್ತವ್ಯ, ಪ್ರತಿ ಮನೆಯಲ್ಲೂ ಗಿಡ ಬೆಳೆಸಬೇಕು ಎಂದು ಕರೆ ನೀಡಿದರು. ಭಕ್ತರು, ಮಹಿಳಾ ಮಂಡಳದ ಸದಸ್ಯರು, ಗ್ರಾಮಸ್ಥರು ಹಾಗೂ ಶಾಲಾ ಮಕ್ಕಳು ಪಾಲ್ಗೊಂಡು ನೂರಾರು ಸಸಿಗಳನ್ನು ನೆಟ್ಟರು.: [410, 792, 672, 832]
- polytechnic-byline: ಭಾರತ ವೈಭವ ಸುದ್ದಿ: ಜಮಖಂಡಿ-: [14, 800, 106, 809]
- rule: [14, 1232, 398, 1234]
- satyakama-headline: ಜು.೬ ಸತ್ಯಕಾಮರ ಜನ್ಮಾರಾಧನೆ ನಿಮಿತ್ಯ ಕಲ್ಲಳ್ಳಿಯಲ್ಲಿ ವೇದವ್ಯಾಸ ದರ್ಶನ ಕಾರ್ಯಕ್ರಮ: ವೀಣಾ ಭನ್ನಂಜೆ: [498, 900, 846, 949]
- health-headline: ಉಚಿತ ಸರ್ವ ರೋಗ ತಪಾಸಣೆ | ಕಣ್ಣಿನ ಶಸ್ತ್ರ ಚಿಕಿತ್ಸೆ | ರಕ್ತದಾನ ಶಿಬಿರ ಇಂದು ತಾಳಿಕೋಟೆಯಲ್ಲಿ ಶ್ರೀ ಖಾಸ್ಗತಜ್ಜನ ಆರೋಗ್ಯ ಜಾತ್ರೆ: [451, 84, 893, 137]
- divider: [672, 660, 673, 790]
- kanakadasa-caption-1: ವೃತ್ತದ ಬಳಿ ಹಾಲುಮತ ಸಮಾಜ ಬಾಂಧವರು ಸ್ಥಾಪಿಸಿದ ಕನಕದಾಸ: [548, 1418, 654, 1437]
- kanakadasa-caption-2: ವೃತ್ತ ಹಾಗೂ ಶೀಲಾ ಮೂರ್ತಿಯನ್ನು ಕಿಡಿಗೇಡಿಗಳು ಭಗ್ನಗೊಳಿಸಿ: [676, 1418, 792, 1437]
- lingananda-body: ಬಸವನಬಾಗೇವಾಡಿ: ಪ್ರವಚನ ಪಿತಾಮಹ ಲಿಂ. ಮಹಾ ಜಗದ್ಗುರು ಲಿಂಗಾನಂದ ಸ್ವಾಮೀಜಿಯವರ ಸಂಸ್ಮರಣೋತ್ಸವ ಕಾರ್ಯಕ್ರಮ ಬಸವ ಧರ್ಮ ಪೀಠದಲ್ಲಿ ಭಕ್ತಿಪೂರ್ವಕವಾಗಿ ನಡೆಯಿತು. ಬಸವ ತತ್ವ ಪ್ರಸಾರಕ್ಕಾಗಿ ಜೀವನವನ್ನೇ ಮುಡಿಪಾಗಿಟ್ಟ ಪೂಜ್ಯರ ಸೇವೆ ಅನನ್ಯ ಎಂದು ವಕ್ತಾರರು ಸ್ಮರಿಸಿದರು. ಭಜನೆ, ವಚನ ಗಾಯನ ಹಾಗೂ ಪ್ರಸಾದ ವಿತರಣೆ ನಡೆಯಿತು. ನಾಡಿನ ವಿವಿಧೆಡೆಯಿಂದ ಆಗಮಿಸಿದ್ದ ಭಕ್ತರು ಪಾಲ್ಗೊಂಡಿದ್ದರು.: [676, 714, 808, 795]
- road-demolition-photo: [214, 1276, 398, 1418]
- kanakadasa-headline: ಕನಕದಾಸ ಮೂರ್ತಿ ಭಗ್ನಗೊಳಿಸಿದ ಕಿಡಿಗೇಡಿಗಳನ್ನು ಬಂಧಿಸಲು ಒತ್ತಾಯ: [459, 1214, 885, 1235]
- tahsildar-headline: ನೂತನ ತಹಶೀಲ್ದಾರರಾಗಿ ರವೀಂದ್ರ ಹಾದಿಮನಿ ಅಧಿಕಾರ: [33, 940, 379, 963]
- rule: [14, 932, 398, 934]
- tahsildar-body: ಬರದ, ಚಂದ್ರಕಾಂತ ಕಾಂಬಳೆ ಕಾಗವಾಡ: ಕಾಗವಾಡ ತಾಲೂಕಿನ ನೂತನ ತಹಶೀಲ್ದಾರರಾಗಿ ರವೀಂದ್ರ ಹಾದಿಮನಿ ಅಧಿಕಾರ ವಹಿಸಿಕೊಂಡರು. ಈ ಹಿಂದಿನ ತಹಶೀಲ್ದಾರರು ವರ್ಗಾವಣೆಗೊಂಡ ಹಿನ್ನೆಲೆಯಲ್ಲಿ ಸರ್ಕಾರ ಆದೇಶ ಹೊರಡಿಸಿತ್ತು. ಕಚೇರಿ ಸಿಬ್ಬಂದಿ, ಗ್ರಾಮ ಆಡಳಿತಾಧಿಕಾರಿಗಳು, ಕಂದಾಯ ನಿರೀಕ್ಷಕರು ಹಾಗೂ ಸಾರ್ವಜನಿಕರು ನೂತನ ತಹಶೀಲ್ದಾರರನ್ನು ಸನ್ಮಾನಿಸಿ ಸ್ವಾಗತಿಸಿದರು. ಅಧಿಕಾರ ಸ್ವೀಕರಿಸಿ ಮಾತನಾಡಿದ ಅವರು, ಸಾರ್ವಜನಿಕರ ಕೆಲಸಗಳನ್ನು ಸಮಯಕ್ಕೆ ಸರಿಯಾಗಿ ಪೂರೈಸಿ ಪಾರದರ್ಶಕ ಆಡಳಿತ ನೀಡಲಾಗುವುದು ಎಂದರು. ಸಾರ್ವಜನಿಕರ ಕುಂದುಕೊರತೆಗಳಿಗೆ ತಕ್ಷಣ ಸ್ಪಂದಿಸಲಾಗುವುದು ಎಂದು ಭರವಸೆ ನೀಡಿದರು. ಕಾರ್ಯಕ್ರಮದಲ್ಲಿ ತಾಲೂಕಿನ ವಿವಿಧ ಇಲಾಖೆಗಳ ಅಧಿಕಾರಿಗಳು ಹಾಗೂ ಜನಪ್ರತಿನಿಧಿಗಳು ಉಪಸ್ಥಿತರಿದ್ದರು.: [14, 976, 148, 1118]
- masthead-center: [245, 14, 703, 72]
- tahsildar-photo: [152, 976, 398, 1108]
- kanakadasa-statue-photo: [548, 1254, 798, 1414]
